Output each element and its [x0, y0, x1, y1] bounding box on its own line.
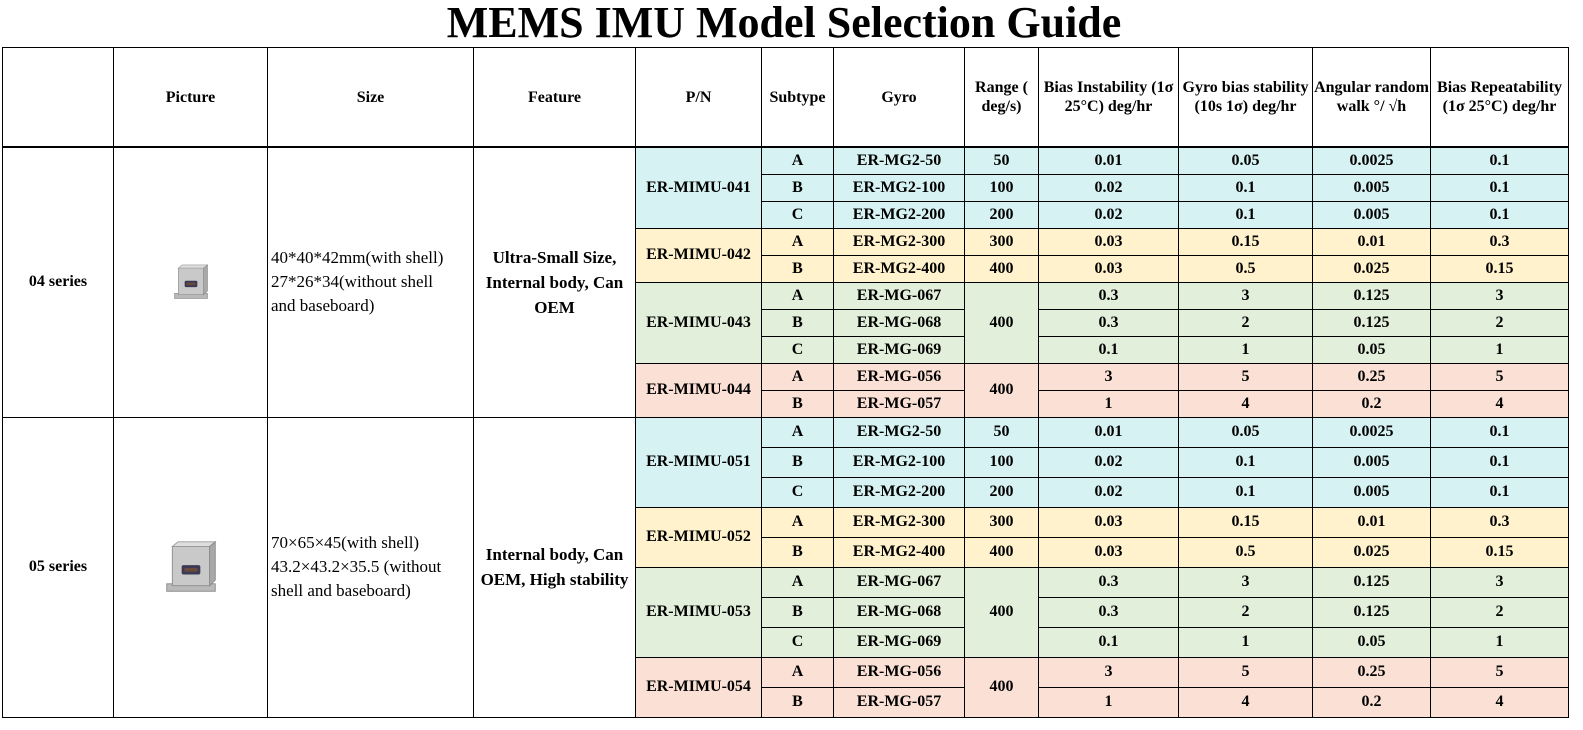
feature-cell: Internal body, Can OEM, High stability: [474, 417, 636, 717]
range-cell: 400: [965, 657, 1039, 717]
range-cell: 100: [965, 174, 1039, 201]
angular-random-walk-cell: 0.005: [1313, 447, 1431, 477]
pn-cell: ER-MIMU-042: [636, 228, 762, 282]
angular-random-walk-cell: 0.0025: [1313, 417, 1431, 447]
bias-instability-cell: 0.02: [1039, 201, 1179, 228]
gyro-cell: ER-MG-068: [834, 309, 965, 336]
range-cell: 50: [965, 417, 1039, 447]
range-cell: 200: [965, 201, 1039, 228]
angular-random-walk-cell: 0.005: [1313, 477, 1431, 507]
bias-repeatability-cell: 0.3: [1431, 228, 1569, 255]
size-line: 43.2×43.2×35.5 (without: [271, 557, 442, 576]
gyro-bias-stability-cell: 0.05: [1179, 147, 1313, 174]
size-line: 40*40*42mm(with shell): [271, 248, 444, 268]
gyro-bias-stability-cell: 0.5: [1179, 255, 1313, 282]
subtype-cell: A: [762, 507, 834, 537]
bias-repeatability-cell: 4: [1431, 687, 1569, 717]
gyro-cell: ER-MG2-100: [834, 174, 965, 201]
bias-instability-cell: 1: [1039, 687, 1179, 717]
gyro-cell: ER-MG2-50: [834, 417, 965, 447]
bias-instability-cell: 0.3: [1039, 567, 1179, 597]
angular-random-walk-cell: 0.125: [1313, 282, 1431, 309]
header-feature: Feature: [474, 48, 636, 148]
bias-repeatability-cell: 3: [1431, 567, 1569, 597]
angular-random-walk-cell: 0.2: [1313, 390, 1431, 417]
series-name: 05 series: [3, 417, 114, 717]
size-line: shell and baseboard): [271, 581, 411, 600]
table-row: [3, 147, 1569, 174]
gyro-bias-stability-cell: 4: [1179, 687, 1313, 717]
subtype-cell: C: [762, 201, 834, 228]
bias-repeatability-cell: 0.1: [1431, 477, 1569, 507]
range-cell: 400: [965, 537, 1039, 567]
gyro-bias-stability-cell: 0.1: [1179, 447, 1313, 477]
table-body: [3, 147, 1569, 717]
angular-random-walk-cell: 0.125: [1313, 597, 1431, 627]
range-cell: 200: [965, 477, 1039, 507]
subtype-cell: C: [762, 336, 834, 363]
subtype-cell: A: [762, 417, 834, 447]
header-subtype: Subtype: [762, 48, 834, 148]
product-picture-wrap: [114, 257, 267, 307]
bias-repeatability-cell: 0.1: [1431, 174, 1569, 201]
pn-cell: ER-MIMU-052: [636, 507, 762, 567]
subtype-cell: B: [762, 597, 834, 627]
size-line: and baseboard): [271, 296, 375, 316]
gyro-cell: ER-MG-057: [834, 687, 965, 717]
bias-repeatability-cell: 0.1: [1431, 201, 1569, 228]
bias-instability-cell: 0.01: [1039, 147, 1179, 174]
imu-module-image: [172, 257, 210, 307]
gyro-cell: ER-MG-069: [834, 336, 965, 363]
bias-instability-cell: 0.3: [1039, 597, 1179, 627]
gyro-bias-stability-cell: 0.05: [1179, 417, 1313, 447]
gyro-cell: ER-MG-067: [834, 567, 965, 597]
header-angular-random-walk: Angular random walk °/ √h: [1313, 48, 1431, 148]
gyro-bias-stability-cell: 3: [1179, 567, 1313, 597]
angular-random-walk-cell: 0.025: [1313, 255, 1431, 282]
gyro-cell: ER-MG-067: [834, 282, 965, 309]
angular-random-walk-cell: 0.2: [1313, 687, 1431, 717]
range-cell: 400: [965, 282, 1039, 363]
bias-instability-cell: 3: [1039, 657, 1179, 687]
subtype-cell: A: [762, 657, 834, 687]
imu-module-image: [160, 539, 222, 595]
bias-repeatability-cell: 0.3: [1431, 507, 1569, 537]
angular-random-walk-cell: 0.005: [1313, 174, 1431, 201]
feature-cell: Ultra-Small Size, Internal body, Can OEM: [474, 147, 636, 417]
subtype-cell: A: [762, 282, 834, 309]
bias-repeatability-cell: 1: [1431, 627, 1569, 657]
bias-repeatability-cell: 5: [1431, 363, 1569, 390]
header-pn: P/N: [636, 48, 762, 148]
gyro-bias-stability-cell: 2: [1179, 597, 1313, 627]
range-cell: 400: [965, 567, 1039, 657]
bias-instability-cell: 0.03: [1039, 228, 1179, 255]
gyro-bias-stability-cell: 1: [1179, 336, 1313, 363]
gyro-bias-stability-cell: 5: [1179, 657, 1313, 687]
angular-random-walk-cell: 0.01: [1313, 228, 1431, 255]
header-series: [3, 48, 114, 148]
gyro-bias-stability-cell: 0.1: [1179, 201, 1313, 228]
gyro-bias-stability-cell: 0.5: [1179, 537, 1313, 567]
subtype-cell: B: [762, 309, 834, 336]
header-picture: Picture: [114, 48, 268, 148]
gyro-bias-stability-cell: 0.1: [1179, 477, 1313, 507]
range-cell: 100: [965, 447, 1039, 477]
gyro-bias-stability-cell: 4: [1179, 390, 1313, 417]
gyro-cell: ER-MG-056: [834, 657, 965, 687]
bias-repeatability-cell: 2: [1431, 597, 1569, 627]
pn-cell: ER-MIMU-041: [636, 147, 762, 228]
series-name: 04 series: [3, 147, 114, 417]
bias-instability-cell: 0.01: [1039, 417, 1179, 447]
bias-repeatability-cell: 2: [1431, 309, 1569, 336]
pn-cell: ER-MIMU-043: [636, 282, 762, 363]
pn-cell: ER-MIMU-051: [636, 417, 762, 507]
product-picture: [114, 147, 268, 417]
subtype-cell: A: [762, 228, 834, 255]
gyro-cell: ER-MG2-300: [834, 507, 965, 537]
bias-instability-cell: 0.03: [1039, 507, 1179, 537]
gyro-cell: ER-MG2-200: [834, 477, 965, 507]
bias-instability-cell: 0.02: [1039, 447, 1179, 477]
gyro-cell: ER-MG2-100: [834, 447, 965, 477]
bias-instability-cell: 3: [1039, 363, 1179, 390]
bias-repeatability-cell: 0.1: [1431, 447, 1569, 477]
header-range: Range ( deg/s): [965, 48, 1039, 148]
header-gyro: Gyro: [834, 48, 965, 148]
range-cell: 300: [965, 507, 1039, 537]
bias-instability-cell: 0.02: [1039, 477, 1179, 507]
range-cell: 300: [965, 228, 1039, 255]
range-cell: 50: [965, 147, 1039, 174]
product-picture: [114, 417, 268, 717]
gyro-cell: ER-MG2-400: [834, 537, 965, 567]
bias-instability-cell: 0.1: [1039, 627, 1179, 657]
gyro-bias-stability-cell: 1: [1179, 627, 1313, 657]
angular-random-walk-cell: 0.125: [1313, 309, 1431, 336]
angular-random-walk-cell: 0.25: [1313, 657, 1431, 687]
pn-cell: ER-MIMU-044: [636, 363, 762, 417]
angular-random-walk-cell: 0.01: [1313, 507, 1431, 537]
subtype-cell: B: [762, 174, 834, 201]
subtype-cell: A: [762, 363, 834, 390]
bias-repeatability-cell: 3: [1431, 282, 1569, 309]
size-line: 27*26*34(without shell: [271, 272, 433, 292]
bias-instability-cell: 0.3: [1039, 309, 1179, 336]
subtype-cell: B: [762, 687, 834, 717]
subtype-cell: B: [762, 255, 834, 282]
bias-repeatability-cell: 0.15: [1431, 537, 1569, 567]
bias-repeatability-cell: 0.1: [1431, 417, 1569, 447]
size-cell: [268, 147, 474, 417]
subtype-cell: A: [762, 567, 834, 597]
header-gyro-bias-stability: Gyro bias stability (10s 1σ) deg/hr: [1179, 48, 1313, 148]
header-bias-repeatability: Bias Repeatability (1σ 25°C) deg/hr: [1431, 48, 1569, 148]
bias-repeatability-cell: 1: [1431, 336, 1569, 363]
gyro-cell: ER-MG-057: [834, 390, 965, 417]
gyro-bias-stability-cell: 0.15: [1179, 507, 1313, 537]
page-title: MEMS IMU Model Selection Guide: [446, 0, 1122, 47]
bias-instability-cell: 1: [1039, 390, 1179, 417]
bias-instability-cell: 0.1: [1039, 336, 1179, 363]
gyro-cell: ER-MG2-400: [834, 255, 965, 282]
bias-repeatability-cell: 4: [1431, 390, 1569, 417]
subtype-cell: C: [762, 627, 834, 657]
gyro-bias-stability-cell: 3: [1179, 282, 1313, 309]
angular-random-walk-cell: 0.25: [1313, 363, 1431, 390]
gyro-cell: ER-MG-068: [834, 597, 965, 627]
angular-random-walk-cell: 0.0025: [1313, 147, 1431, 174]
bias-instability-cell: 0.03: [1039, 255, 1179, 282]
bias-repeatability-cell: 0.15: [1431, 255, 1569, 282]
gyro-bias-stability-cell: 5: [1179, 363, 1313, 390]
subtype-cell: B: [762, 447, 834, 477]
bias-instability-cell: 0.03: [1039, 537, 1179, 567]
header-bias-instability: Bias Instability (1σ 25°C) deg/hr: [1039, 48, 1179, 148]
product-picture-wrap: [114, 539, 267, 595]
selection-table: [2, 47, 1569, 718]
angular-random-walk-cell: 0.05: [1313, 336, 1431, 363]
angular-random-walk-cell: 0.125: [1313, 567, 1431, 597]
bias-instability-cell: 0.3: [1039, 282, 1179, 309]
header-size: Size: [268, 48, 474, 148]
angular-random-walk-cell: 0.05: [1313, 627, 1431, 657]
gyro-cell: ER-MG2-50: [834, 147, 965, 174]
subtype-cell: A: [762, 147, 834, 174]
size-cell: [268, 417, 474, 717]
gyro-cell: ER-MG-069: [834, 627, 965, 657]
gyro-cell: ER-MG-056: [834, 363, 965, 390]
angular-random-walk-cell: 0.005: [1313, 201, 1431, 228]
angular-random-walk-cell: 0.025: [1313, 537, 1431, 567]
subtype-cell: B: [762, 537, 834, 567]
pn-cell: ER-MIMU-053: [636, 567, 762, 657]
pn-cell: ER-MIMU-054: [636, 657, 762, 717]
gyro-cell: ER-MG2-300: [834, 228, 965, 255]
gyro-bias-stability-cell: 2: [1179, 309, 1313, 336]
gyro-bias-stability-cell: 0.1: [1179, 174, 1313, 201]
gyro-bias-stability-cell: 0.15: [1179, 228, 1313, 255]
table-row: [3, 417, 1569, 447]
bias-repeatability-cell: 5: [1431, 657, 1569, 687]
bias-instability-cell: 0.02: [1039, 174, 1179, 201]
size-line: 70×65×45(with shell): [271, 533, 420, 552]
bias-repeatability-cell: 0.1: [1431, 147, 1569, 174]
subtype-cell: B: [762, 390, 834, 417]
header-row: [3, 48, 1569, 148]
subtype-cell: C: [762, 477, 834, 507]
range-cell: 400: [965, 363, 1039, 417]
range-cell: 400: [965, 255, 1039, 282]
gyro-cell: ER-MG2-200: [834, 201, 965, 228]
